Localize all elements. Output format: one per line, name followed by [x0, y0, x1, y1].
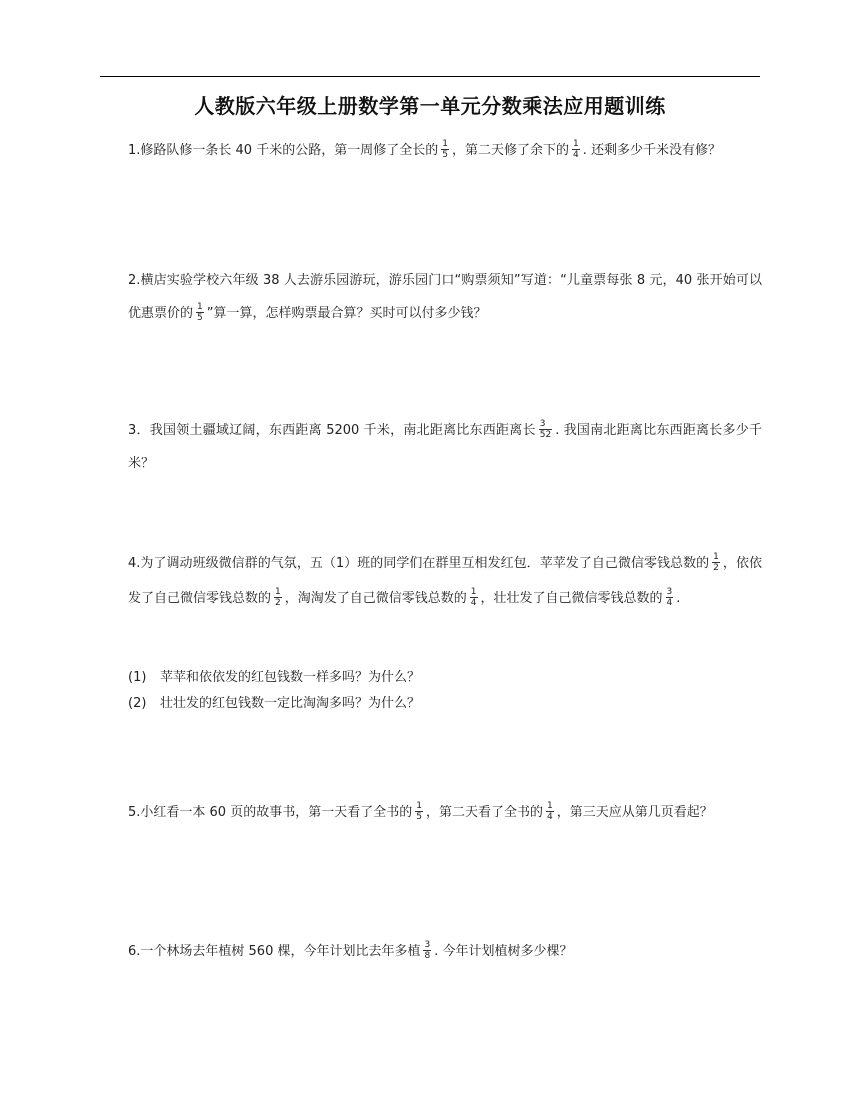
fraction-numerator: 1 [197, 302, 203, 312]
problem-3-text-a: 3．我国领土疆域辽阔，东西距离 5200 千米，南北距离比东西距离长 [128, 423, 536, 438]
fraction [666, 587, 674, 608]
sub-question-text: 苹苹和依依发的红包钱数一样多吗？为什么？ [160, 670, 421, 685]
page-title: 人教版六年级上册数学第一单元分数乘法应用题训练 [194, 94, 666, 118]
fraction-denominator: 52 [539, 430, 552, 440]
fraction-numerator: 1 [275, 587, 281, 597]
problem-3 [128, 414, 762, 480]
problem-4-text-d: ，壮壮发了自己微信零钱总数的 [480, 591, 663, 606]
problem-6-text-a: 6.一个林场去年植树 560 棵，今年计划比去年多植 [128, 944, 421, 959]
sub-question-text: 壮壮发的红包钱数一定比淘淘多吗？为什么？ [160, 696, 421, 711]
problem-5 [128, 796, 762, 829]
fraction-denominator: 2 [275, 598, 281, 608]
top-rule [100, 76, 760, 77]
fraction-denominator: 8 [424, 951, 431, 961]
fraction [274, 587, 282, 608]
fraction [712, 552, 720, 573]
problem-2-text-b: ”算一算，怎样购票最合算？买时可以付多少钱？ [206, 306, 487, 321]
fraction [441, 139, 449, 160]
sub-question-2 [128, 693, 420, 715]
problem-2 [128, 264, 762, 330]
fraction-denominator: 4 [666, 598, 673, 608]
problem-6-text-b: . 今年计划植树多少棵？ [434, 944, 573, 959]
problem-4 [128, 546, 762, 616]
problem-4-text-b: ，依依发了自己微信零钱总数的 [128, 556, 762, 606]
fraction-numerator: 1 [572, 139, 579, 149]
fraction-denominator: 5 [416, 812, 422, 822]
fraction-numerator: 1 [416, 801, 422, 811]
fraction-numerator: 3 [424, 940, 431, 950]
problem-4-text-e: . [676, 591, 681, 606]
sub-question-number: (1) [128, 670, 147, 685]
fraction-denominator: 4 [572, 150, 579, 160]
fraction-numerator: 1 [442, 139, 448, 149]
problem-5-text-b: ，第二天看了全书的 [425, 805, 543, 820]
fraction-numerator: 1 [470, 587, 477, 597]
problem-1-text-a: 1.修路队修一条长 40 千米的公路，第一周修了全长的 [128, 143, 439, 158]
problem-1 [128, 134, 762, 167]
fraction [539, 419, 552, 440]
problem-1-text-b: ，第二天修了余下的 [451, 143, 569, 158]
problem-4-text-a: 4.为了调动班级微信群的气氛，五（1）班的同学们在群里互相发红包．苹苹发了自己微信零钱总数的 [128, 556, 710, 571]
fraction [546, 801, 554, 822]
sub-question-number: (2) [128, 696, 147, 711]
fraction [470, 587, 478, 608]
problem-1-text-c: . 还剩多少千米没有修？ [582, 143, 721, 158]
problem-4-text-c: ，淘淘发了自己微信零钱总数的 [284, 591, 467, 606]
problem-3-text-b: . 我国南北距离比东西距离长多少千米？ [128, 423, 763, 471]
fraction-numerator: 3 [666, 587, 673, 597]
problem-5-text-c: ，第三天应从第几页看起？ [556, 805, 713, 820]
fraction-denominator: 2 [713, 563, 719, 573]
fraction [423, 940, 431, 961]
fraction-numerator: 1 [546, 801, 553, 811]
problem-6 [128, 935, 762, 968]
fraction-denominator: 4 [470, 598, 477, 608]
fraction-denominator: 4 [546, 812, 553, 822]
fraction [196, 302, 204, 323]
fraction [572, 139, 580, 160]
fraction [415, 801, 423, 822]
sub-question-1 [128, 667, 420, 689]
problem-5-text-a: 5.小红看一本 60 页的故事书，第一天看了全书的 [128, 805, 413, 820]
fraction-numerator: 3 [539, 419, 552, 430]
problem-2-text-a: 2.横店实验学校六年级 38 人去游乐园游玩，游乐园门口“购票须知”写道：“儿童票每张 8 元，40 张开始可以优惠票价的 [128, 273, 762, 321]
fraction-denominator: 5 [197, 313, 203, 323]
fraction-denominator: 5 [442, 150, 448, 160]
fraction-numerator: 1 [713, 552, 719, 562]
